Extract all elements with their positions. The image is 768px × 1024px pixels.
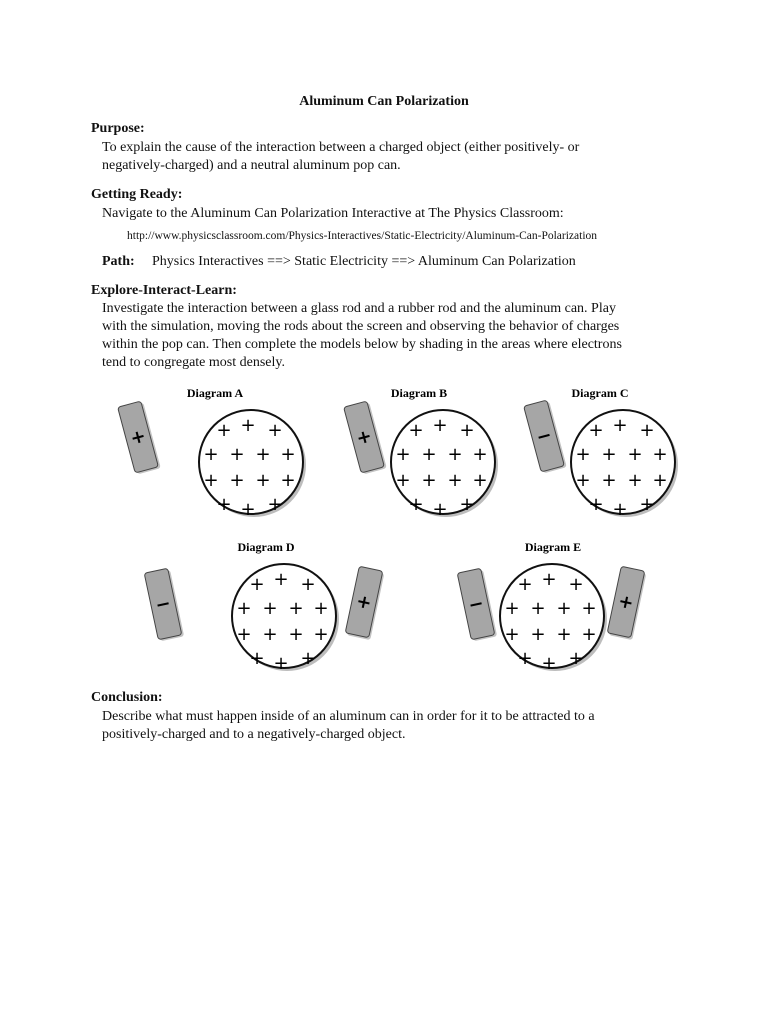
positive-charge-symbol: + — [408, 420, 424, 441]
conclusion-line: positively-charged and to a negatively-charged object. — [102, 727, 406, 742]
positive-charge-symbol: + — [273, 569, 289, 590]
positive-charge-symbol: + — [267, 494, 283, 515]
positive-charge-symbol: + — [612, 415, 628, 436]
rod-charge-sign: + — [354, 425, 375, 450]
diagram-label: Diagram D — [237, 540, 295, 554]
positive-charge-symbol: + — [530, 624, 546, 645]
page-title: Aluminum Can Polarization — [299, 94, 469, 109]
positive-charge-symbol: + — [639, 494, 655, 515]
positive-charge-symbol: + — [280, 470, 296, 491]
positive-charge-symbol: + — [240, 415, 256, 436]
positive-charge-symbol: + — [517, 648, 533, 669]
positive-charge-symbol: + — [203, 470, 219, 491]
positive-charge-symbol: + — [203, 444, 219, 465]
rod-charge-sign: − — [534, 424, 555, 449]
explore-text — [102, 300, 622, 372]
diagram-label: Diagram A — [186, 386, 244, 400]
positive-charge-symbol: + — [255, 444, 271, 465]
charged-rod[interactable] — [457, 568, 497, 642]
conclusion-heading: Conclusion: — [91, 690, 163, 705]
path-value: Physics Interactives ==> Static Electricity ==> Aluminum Can Polarization — [152, 254, 576, 269]
rod-charge-sign: − — [466, 592, 486, 617]
positive-charge-symbol: + — [262, 624, 278, 645]
rod-charge-sign: + — [354, 590, 374, 615]
positive-charge-symbol: + — [459, 494, 475, 515]
diagram-label: Diagram E — [524, 540, 582, 554]
positive-charge-symbol: + — [280, 444, 296, 465]
charged-rod[interactable] — [118, 401, 161, 475]
diagram-label: Diagram B — [390, 386, 448, 400]
rod-charge-sign: + — [128, 425, 149, 450]
positive-charge-symbol: + — [432, 499, 448, 520]
polarization-diagrams — [0, 378, 768, 688]
positive-charge-symbol: + — [530, 598, 546, 619]
positive-charge-symbol: + — [472, 470, 488, 491]
positive-charge-symbol: + — [395, 444, 411, 465]
positive-charge-symbol: + — [612, 499, 628, 520]
positive-charge-symbol: + — [408, 494, 424, 515]
purpose-line: negatively-charged) and a neutral aluminum pop can. — [102, 158, 401, 173]
positive-charge-symbol: + — [300, 648, 316, 669]
conclusion-line: Describe what must happen inside of an aluminum can in order for it to be attracted to a — [102, 709, 595, 724]
positive-charge-symbol: + — [652, 444, 668, 465]
explore-line: with the simulation, moving the rods about the screen and observing the behavior of charges — [102, 319, 620, 334]
positive-charge-symbol: + — [517, 574, 533, 595]
charged-rod[interactable] — [144, 568, 184, 642]
positive-charge-symbol: + — [541, 653, 557, 674]
positive-charge-symbol: + — [447, 470, 463, 491]
positive-charge-symbol: + — [627, 470, 643, 491]
diagram-d — [144, 540, 385, 674]
positive-charge-symbol: + — [313, 598, 329, 619]
positive-charge-symbol: + — [229, 470, 245, 491]
positive-charge-symbol: + — [652, 470, 668, 491]
positive-charge-symbol: + — [216, 420, 232, 441]
positive-charge-symbol: + — [300, 574, 316, 595]
positive-charge-symbol: + — [432, 415, 448, 436]
explore-line: Investigate the interaction between a glass rod and a rubber rod and the aluminum can. Play — [102, 301, 616, 316]
positive-charge-symbol: + — [575, 470, 591, 491]
positive-charge-symbol: + — [588, 494, 604, 515]
positive-charge-symbol: + — [262, 598, 278, 619]
positive-charge-symbol: + — [236, 598, 252, 619]
diagram-b — [344, 386, 498, 520]
positive-charge-symbol: + — [556, 598, 572, 619]
positive-charge-symbol: + — [568, 574, 584, 595]
positive-charge-symbol: + — [273, 653, 289, 674]
positive-charge-symbol: + — [459, 420, 475, 441]
positive-charge-symbol: + — [421, 444, 437, 465]
positive-charge-symbol: + — [588, 420, 604, 441]
positive-charge-symbol: + — [288, 598, 304, 619]
positive-charge-symbol: + — [249, 648, 265, 669]
purpose-line: To explain the cause of the interaction between a charged object (either positively- or — [102, 140, 580, 155]
positive-charge-symbol: + — [575, 444, 591, 465]
path-row — [102, 253, 576, 271]
interactive-url[interactable]: http://www.physicsclassroom.com/Physics-Interactives/Static-Electricity/Aluminum-Can-Polarization — [127, 230, 598, 242]
charged-rod[interactable] — [607, 566, 647, 640]
positive-charge-symbol: + — [504, 624, 520, 645]
positive-charge-symbol: + — [568, 648, 584, 669]
positive-charge-symbol: + — [236, 624, 252, 645]
charged-rod[interactable] — [345, 566, 385, 640]
diagram-label: Diagram C — [571, 386, 629, 400]
positive-charge-symbol: + — [581, 598, 597, 619]
diagram-a — [118, 386, 306, 520]
getting-ready-text: Navigate to the Aluminum Can Polarization Interactive at The Physics Classroom: — [102, 206, 564, 221]
positive-charge-symbol: + — [447, 444, 463, 465]
diagram-e — [457, 540, 647, 674]
positive-charge-symbol: + — [639, 420, 655, 441]
positive-charge-symbol: + — [601, 470, 617, 491]
charged-rod[interactable] — [524, 400, 567, 474]
path-label: Path: — [102, 254, 135, 269]
positive-charge-symbol: + — [472, 444, 488, 465]
positive-charge-symbol: + — [249, 574, 265, 595]
positive-charge-symbol: + — [216, 494, 232, 515]
explore-line: tend to congregate most densely. — [102, 355, 285, 370]
positive-charge-symbol: + — [421, 470, 437, 491]
positive-charge-symbol: + — [288, 624, 304, 645]
diagram-c — [524, 386, 678, 520]
positive-charge-symbol: + — [255, 470, 271, 491]
purpose-text — [102, 139, 579, 175]
positive-charge-symbol: + — [395, 470, 411, 491]
positive-charge-symbol: + — [541, 569, 557, 590]
positive-charge-symbol: + — [267, 420, 283, 441]
positive-charge-symbol: + — [504, 598, 520, 619]
rod-charge-sign: − — [153, 592, 173, 617]
positive-charge-symbol: + — [313, 624, 329, 645]
conclusion-text — [102, 708, 595, 744]
positive-charge-symbol: + — [601, 444, 617, 465]
positive-charge-symbol: + — [627, 444, 643, 465]
purpose-heading: Purpose: — [91, 121, 145, 136]
positive-charge-symbol: + — [556, 624, 572, 645]
positive-charge-symbol: + — [229, 444, 245, 465]
explore-line: within the pop can. Then complete the models below by shading in the areas where electrons — [102, 337, 622, 352]
positive-charge-symbol: + — [581, 624, 597, 645]
positive-charge-symbol: + — [240, 499, 256, 520]
charged-rod[interactable] — [344, 401, 387, 475]
getting-ready-heading: Getting Ready: — [91, 187, 183, 202]
explore-heading: Explore-Interact-Learn: — [91, 283, 237, 298]
rod-charge-sign: + — [616, 590, 636, 615]
